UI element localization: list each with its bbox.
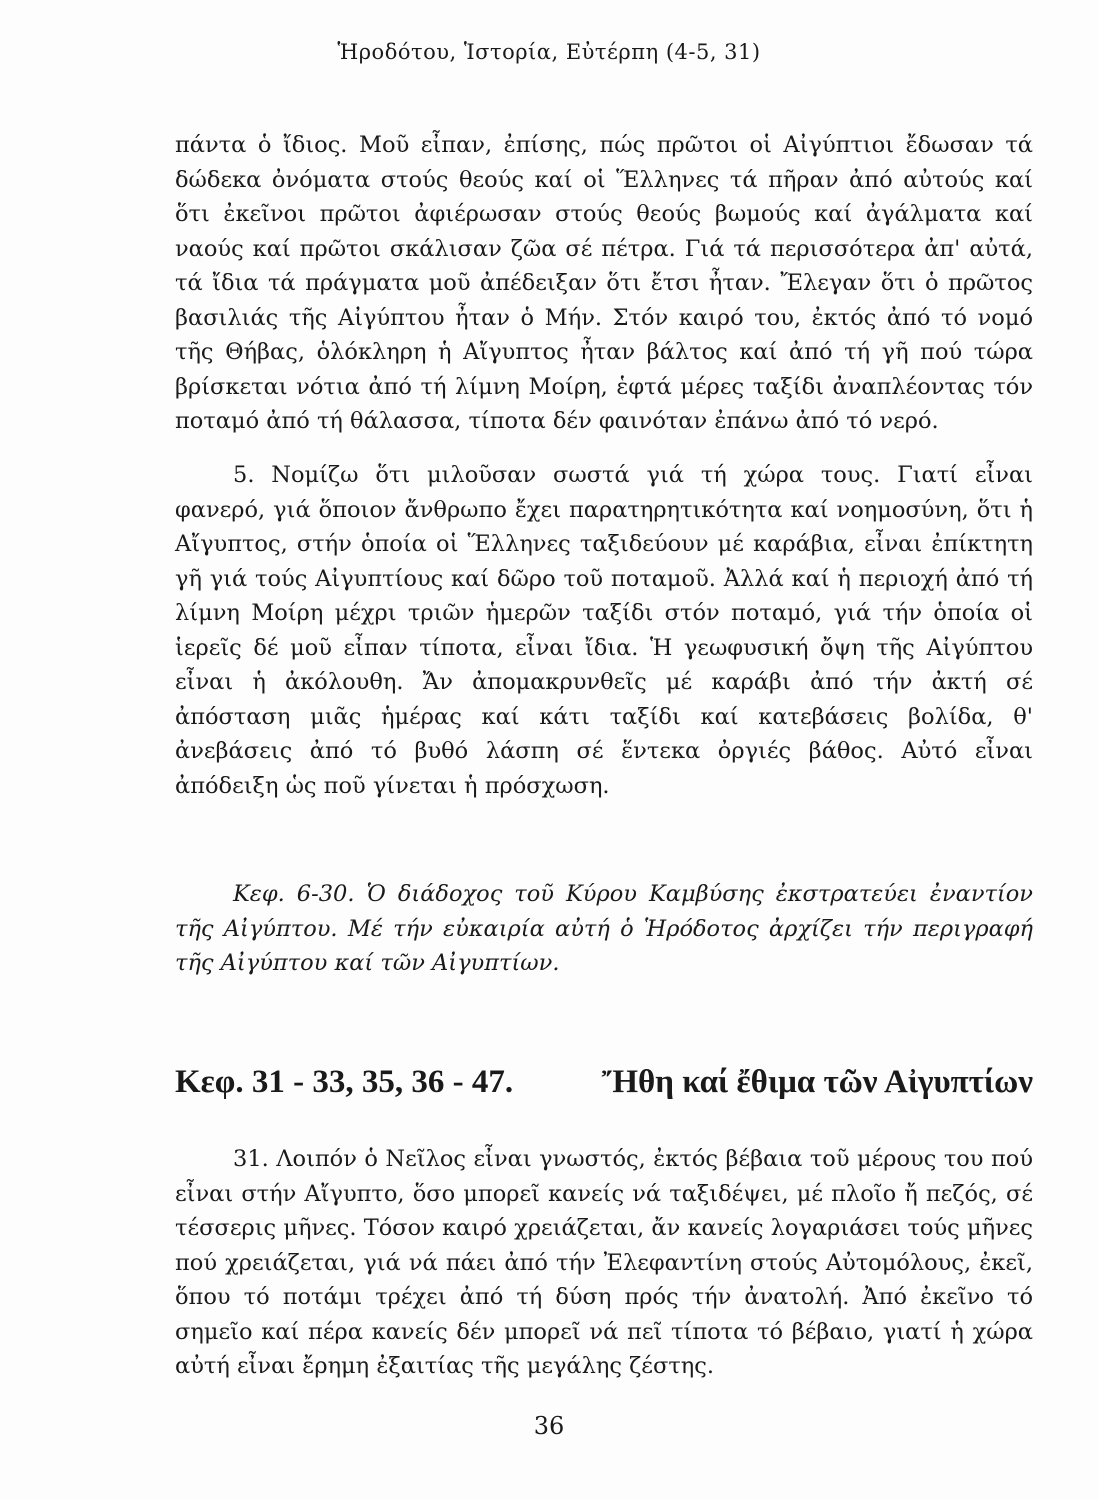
page-number: 36 [533,1412,565,1440]
heading-chapters: Κεφ. 31 - 33, 35, 36 - 47. [175,1064,514,1100]
heading-title: Ἤθη καί ἔθιμα τῶν Αἰγυπτίων [601,1064,1033,1100]
running-head: Ἡροδότου, Ἱστορία, Εὐτέρπη (4-5, 31) [337,40,761,64]
chapter-summary-6-30: Κεφ. 6-30. Ὁ διάδοχος τοῦ Κύρου Καμβύσης ἐκστρατεύει ἐναντίον τῆς Αἰγύπτου. Μέ τήν εὐκαιρία αὐτή ὁ Ἡρόδοτος ἀρχίζει τήν περιγραφή τῆς Αἰγύπτου καί τῶν Αἰγυπτίων. [175,881,1033,976]
paragraph-continuation: πάντα ὁ ἴδιος. Μοῦ εἶπαν, ἐπίσης, πώς πρῶτοι οἱ Αἰγύπτιοι ἔδωσαν τά δώδεκα ὀνόματα στούς θεούς καί οἱ Ἕλληνες τά πῆραν ἀπό αὐτούς καί ὅτι ἐκεῖνοι πρῶτοι ἀφιέρωσαν στούς θεούς βωμούς καί ἀγάλματα καί ναούς καί πρῶτοι σκάλισαν ζῶα σέ πέτρα. Γιά τά περισσότερα ἀπ' αὐτά, τά ἴδια τά πράγματα μοῦ ἀπέδειξαν ὅτι ἔτσι ἦταν. Ἔλεγαν ὅτι ὁ πρῶτος βασιλιάς τῆς Αἰγύπτου ἦταν ὁ Μήν. Στόν καιρό του, ἐκτός ἀπό τό νομό τῆς Θήβας, ὁλόκληρη ἡ Αἴγυπτος ἦταν βάλτος καί ἀπό τή γῆ πού τώρα βρίσκεται νότια ἀπό τή λίμνη Μοίρη, ἑφτά μέρες ταξίδι ἀναπλέοντας τόν ποταμό ἀπό τή θάλασσα, τίποτα δέν φαινόταν ἐπάνω ἀπό τό νερό. [175,132,1033,434]
paragraph-chapter-5: 5. Νομίζω ὅτι μιλοῦσαν σωστά γιά τή χώρα τους. Γιατί εἶναι φανερό, γιά ὅποιον ἄνθρωπο ἔχει παρατηρητικότητα καί νοημοσύνη, ὅτι ἡ Αἴγυπτος, στήν ὁποία οἱ Ἕλληνες ταξιδεύουν μέ καράβια, εἶναι ἐπίκτητη γῆ γιά τούς Αἰγυπτίους καί δῶρο τοῦ ποταμοῦ. Ἀλλά καί ἡ περιοχή ἀπό τή λίμνη Μοίρη μέχρι τριῶν ἡμερῶν ταξίδι στόν ποταμό, γιά τήν ὁποία οἱ ἱερεῖς δέ μοῦ εἶπαν τίποτα, εἶναι ἴδια. Ἡ γεωφυσική ὄψη τῆς Αἰγύπτου εἶναι ἡ ἀκόλουθη. Ἄν ἀπομακρυνθεῖς μέ καράβι ἀπό τήν ἀκτή σέ ἀπόσταση μιᾶς ἡμέρας καί κάτι ταξίδι καί κατεβάσεις βολίδα, θ' ἀνεβάσεις ἀπό τό βυθό λάσπη σέ ἕντεκα ὀργιές βάθος. Αὐτό εἶναι ἀπόδειξη ὡς ποῦ γίνεται ἡ πρόσχωση. [175,462,1033,799]
section-heading [175,1062,1033,1102]
paragraph-chapter-31: 31. Λοιπόν ὁ Νεῖλος εἶναι γνωστός, ἐκτός βέβαια τοῦ μέρους του πού εἶναι στήν Αἴγυπτο, ὅσο μπορεῖ κανείς νά ταξιδέψει, μέ πλοῖο ἤ πεζός, σέ τέσσερις μῆνες. Τόσον καιρό χρειάζεται, ἄν κανείς λογαριάσει τούς μῆνες πού χρειάζεται, γιά νά πάει ἀπό τήν Ἐλεφαντίνη στούς Αὐτομόλους, ἐκεῖ, ὅπου τό ποτάμι τρέχει ἀπό τή δύση πρός τήν ἀνατολή. Ἀπό ἐκεῖνο τό σημεῖο καί πέρα κανείς δέν μπορεῖ νά πεῖ τίποτα τό βέβαιο, γιατί ἡ χώρα αὐτή εἶναι ἔρημη ἐξαιτίας τῆς μεγάλης ζέστης. [175,1146,1033,1379]
